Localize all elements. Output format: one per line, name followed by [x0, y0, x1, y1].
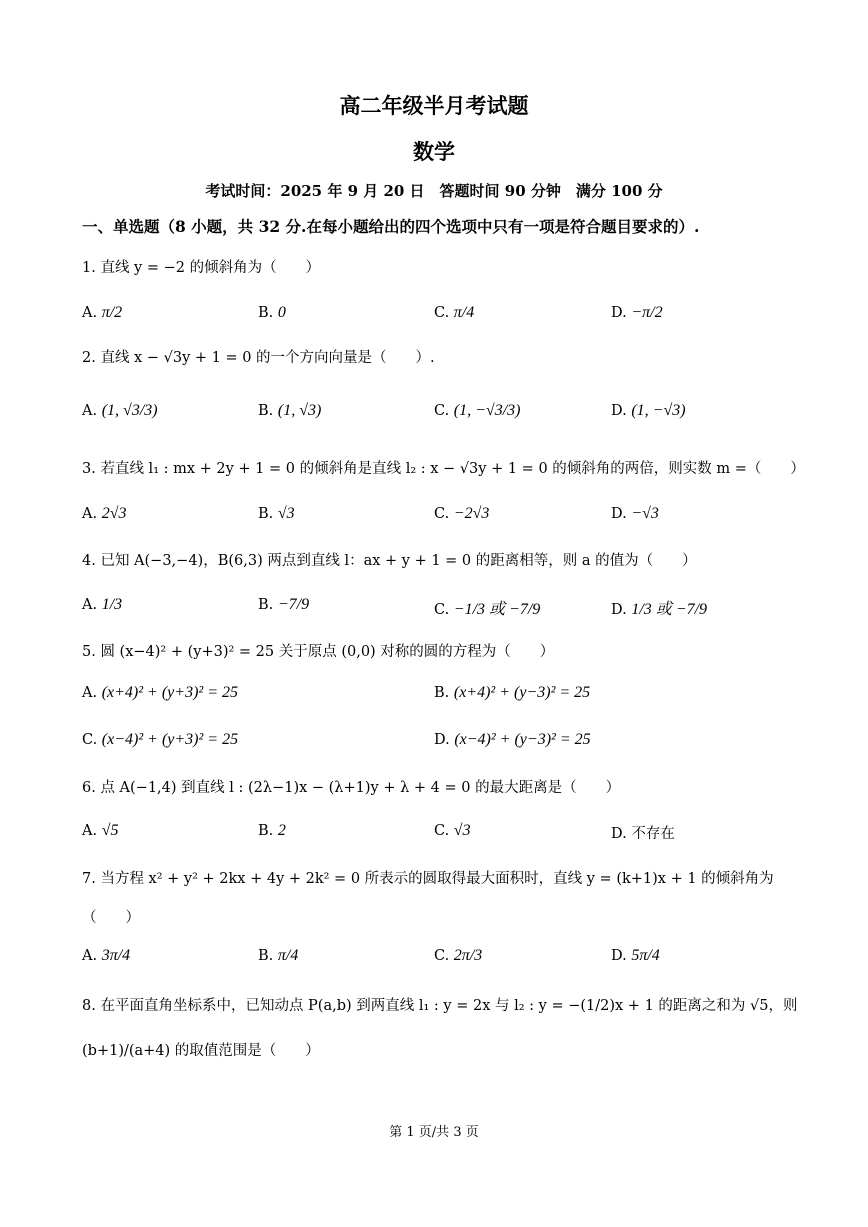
option-text: −1/3 或 −7/9: [453, 601, 541, 618]
option-text: −2√3: [453, 505, 490, 522]
q6-option-d[interactable]: [611, 822, 675, 843]
q2-option-c[interactable]: [434, 402, 520, 420]
q7-option-d[interactable]: [611, 947, 660, 965]
option-text: (1, −√3/3): [453, 402, 521, 419]
option-text: π/4: [453, 304, 475, 321]
q4-option-d[interactable]: [611, 596, 707, 619]
q5-option-a[interactable]: [82, 684, 238, 702]
option-text: π/4: [277, 947, 299, 964]
option-text: 1/3 或 −7/9: [631, 601, 708, 618]
question-8: 8. 在平面直角坐标系中，已知动点 P(a,b) 到两直线 l₁ : y = 2x 与 l₂ : y = −(1/2)x + 1 的距离之和为 √5，则: [82, 998, 798, 1014]
option-text: √3: [453, 822, 471, 839]
option-label: C.: [434, 305, 450, 321]
question-5: 5. 圆 (x−4)² + (y+3)² = 25 关于原点 (0,0) 对称的圆的方程为（ ）: [82, 644, 555, 660]
q7-option-c[interactable]: [434, 947, 482, 965]
q5-option-d[interactable]: [434, 731, 591, 749]
option-label: A.: [82, 685, 98, 701]
q6-option-c[interactable]: [434, 822, 471, 840]
option-label: B.: [434, 685, 450, 701]
option-label: A.: [82, 823, 98, 839]
q3-option-c[interactable]: [434, 505, 489, 523]
option-label: A.: [82, 403, 98, 419]
q6-option-b[interactable]: [258, 822, 286, 840]
option-text: (x−4)² + (y+3)² = 25: [101, 731, 239, 748]
option-text: 不存在: [631, 826, 675, 842]
option-text: −7/9: [277, 596, 310, 613]
option-label: D.: [611, 506, 627, 522]
option-text: 0: [277, 304, 286, 321]
option-label: D.: [611, 948, 627, 964]
subject-title: 数学: [413, 139, 455, 164]
option-text: −π/2: [631, 304, 663, 321]
option-label: C.: [434, 403, 450, 419]
option-text: π/2: [101, 304, 123, 321]
question-7: 7. 当方程 x² + y² + 2kx + 4y + 2k² = 0 所表示的圆取得最大面积时，直线 y = (k+1)x + 1 的倾斜角为: [82, 871, 774, 887]
q1-option-c[interactable]: [434, 304, 474, 322]
q1-option-a[interactable]: [82, 304, 122, 322]
section-heading: 一、单选题（8 小题，共 32 分.在每小题给出的四个选项中只有一项是符合题目要求的）.: [82, 217, 700, 236]
question-7-cont: （ ）: [82, 910, 140, 926]
option-label: B.: [258, 823, 274, 839]
question-3: 3. 若直线 l₁ : mx + 2y + 1 = 0 的倾斜角是直线 l₂ : x − √3y + 1 = 0 的倾斜角的两倍，则实数 m =（ ）: [82, 461, 805, 477]
option-text: (x+4)² + (y−3)² = 25: [453, 684, 591, 701]
option-text: (1, √3): [277, 402, 322, 419]
q4-option-a[interactable]: [82, 596, 122, 614]
option-text: (1, √3/3): [101, 402, 158, 419]
q3-option-a[interactable]: [82, 505, 126, 523]
q5-option-b[interactable]: [434, 684, 590, 702]
option-text: 2: [277, 822, 286, 839]
q7-option-b[interactable]: [258, 947, 298, 965]
option-label: A.: [82, 506, 98, 522]
question-2: 2. 直线 x − √3y + 1 = 0 的一个方向向量是（ ）.: [82, 350, 435, 366]
option-label: D.: [611, 826, 627, 842]
option-text: 5π/4: [631, 947, 660, 964]
q2-option-d[interactable]: [611, 402, 686, 420]
exam-info: 考试时间：2025 年 9 月 20 日 答题时间 90 分钟 满分 100 分: [205, 182, 663, 200]
option-label: A.: [82, 597, 98, 613]
option-label: B.: [258, 403, 274, 419]
question-4: 4. 已知 A(−3,−4)，B(6,3) 两点到直线 l：ax + y + 1 = 0 的距离相等，则 a 的值为（ ）: [82, 553, 697, 569]
q2-option-b[interactable]: [258, 402, 321, 420]
option-label: A.: [82, 305, 98, 321]
option-label: C.: [82, 732, 98, 748]
option-label: D.: [611, 602, 627, 618]
option-label: B.: [258, 948, 274, 964]
option-text: 2π/3: [453, 947, 483, 964]
option-text: 2√3: [101, 505, 127, 522]
option-text: 3π/4: [101, 947, 131, 964]
option-label: B.: [258, 597, 274, 613]
q1-option-d[interactable]: [611, 304, 663, 322]
q3-option-d[interactable]: [611, 505, 659, 523]
option-text: (x−4)² + (y−3)² = 25: [454, 731, 591, 748]
page-title: 高二年级半月考试题: [339, 93, 529, 118]
option-label: D.: [434, 732, 450, 748]
option-label: B.: [258, 506, 274, 522]
page-number: 第 1 页/共 3 页: [389, 1125, 479, 1140]
q3-option-b[interactable]: [258, 505, 295, 523]
question-8-cont: (b+1)/(a+4) 的取值范围是（ ）: [82, 1043, 320, 1059]
option-label: C.: [434, 602, 450, 618]
option-label: D.: [611, 403, 627, 419]
q4-option-c[interactable]: [434, 596, 540, 619]
option-label: C.: [434, 948, 450, 964]
q2-option-a[interactable]: [82, 402, 158, 420]
option-label: D.: [611, 305, 627, 321]
option-text: √3: [277, 505, 295, 522]
option-text: (1, −√3): [631, 402, 686, 419]
option-text: 1/3: [101, 596, 123, 613]
q5-option-c[interactable]: [82, 731, 238, 749]
q7-option-a[interactable]: [82, 947, 130, 965]
question-1: 1. 直线 y = −2 的倾斜角为（ ）: [82, 260, 321, 276]
q4-option-b[interactable]: [258, 596, 309, 614]
option-label: C.: [434, 506, 450, 522]
option-text: √5: [101, 822, 119, 839]
q6-option-a[interactable]: [82, 822, 118, 840]
q1-option-b[interactable]: [258, 304, 286, 322]
question-6: 6. 点 A(−1,4) 到直线 l : (2λ−1)x − (λ+1)y + λ + 4 = 0 的最大距离是（ ）: [82, 780, 621, 796]
option-label: C.: [434, 823, 450, 839]
option-label: A.: [82, 948, 98, 964]
option-text: (x+4)² + (y+3)² = 25: [101, 684, 238, 701]
option-text: −√3: [631, 505, 659, 522]
option-label: B.: [258, 305, 274, 321]
